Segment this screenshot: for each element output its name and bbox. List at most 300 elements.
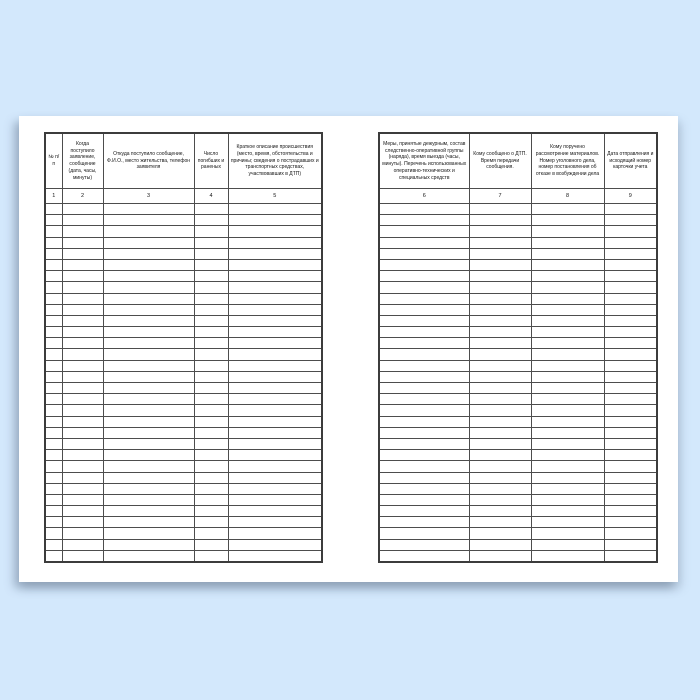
empty-cell xyxy=(379,517,469,528)
empty-row xyxy=(379,338,657,349)
empty-cell xyxy=(103,438,194,449)
empty-cell xyxy=(103,271,194,282)
empty-cell xyxy=(45,461,62,472)
empty-cell xyxy=(469,349,531,360)
empty-cell xyxy=(228,472,322,483)
empty-cell xyxy=(379,226,469,237)
empty-cell xyxy=(45,338,62,349)
empty-row xyxy=(379,472,657,483)
empty-row xyxy=(45,517,322,528)
empty-cell xyxy=(469,338,531,349)
empty-cell xyxy=(379,360,469,371)
empty-cell xyxy=(103,226,194,237)
empty-cell xyxy=(194,226,228,237)
empty-cell xyxy=(379,349,469,360)
empty-cell xyxy=(45,550,62,562)
empty-cell xyxy=(604,450,657,461)
empty-cell xyxy=(62,360,103,371)
empty-cell xyxy=(62,338,103,349)
empty-cell xyxy=(228,438,322,449)
empty-cell xyxy=(62,416,103,427)
empty-row xyxy=(379,383,657,394)
empty-row xyxy=(379,226,657,237)
empty-row xyxy=(379,539,657,550)
empty-cell xyxy=(228,271,322,282)
empty-cell xyxy=(45,259,62,270)
header-cell-col-6: Меры, принятые дежурным, состав следственно-оперативной группы (наряда), время выезда (часы, минуты). Перечень использованных оперативно-технических и специальных средств xyxy=(379,133,469,189)
empty-cell xyxy=(531,338,604,349)
empty-row xyxy=(379,248,657,259)
empty-cell xyxy=(103,550,194,562)
empty-cell xyxy=(62,315,103,326)
empty-cell xyxy=(228,360,322,371)
empty-cell xyxy=(379,371,469,382)
empty-cell xyxy=(379,394,469,405)
empty-row xyxy=(45,416,322,427)
empty-cell xyxy=(379,450,469,461)
empty-cell xyxy=(604,539,657,550)
empty-cell xyxy=(194,327,228,338)
empty-cell xyxy=(531,472,604,483)
empty-cell xyxy=(604,438,657,449)
header-cell-col-2: Когда поступило заявление, сообщение (дата, часы, минуты) xyxy=(62,133,103,189)
empty-cell xyxy=(379,293,469,304)
empty-row xyxy=(45,226,322,237)
empty-cell xyxy=(379,483,469,494)
empty-row xyxy=(45,204,322,215)
empty-cell xyxy=(531,461,604,472)
empty-cell xyxy=(604,338,657,349)
empty-cell xyxy=(45,517,62,528)
empty-cell xyxy=(45,271,62,282)
empty-cell xyxy=(62,215,103,226)
empty-cell xyxy=(379,438,469,449)
empty-cell xyxy=(103,483,194,494)
empty-cell xyxy=(531,271,604,282)
empty-cell xyxy=(228,427,322,438)
header-cell-col-9: Дата отправления и исходящий номер карточки учета xyxy=(604,133,657,189)
empty-cell xyxy=(103,494,194,505)
empty-cell xyxy=(45,315,62,326)
empty-cell xyxy=(469,483,531,494)
empty-cell xyxy=(194,550,228,562)
empty-cell xyxy=(531,248,604,259)
empty-cell xyxy=(604,472,657,483)
empty-cell xyxy=(194,349,228,360)
empty-cell xyxy=(531,438,604,449)
empty-cell xyxy=(45,327,62,338)
empty-cell xyxy=(103,394,194,405)
empty-cell xyxy=(604,360,657,371)
empty-cell xyxy=(62,394,103,405)
empty-cell xyxy=(604,416,657,427)
empty-cell xyxy=(194,282,228,293)
empty-row xyxy=(379,327,657,338)
empty-cell xyxy=(194,204,228,215)
empty-cell xyxy=(194,461,228,472)
empty-row xyxy=(45,450,322,461)
empty-cell xyxy=(62,539,103,550)
empty-cell xyxy=(194,383,228,394)
empty-cell xyxy=(62,494,103,505)
empty-cell xyxy=(228,304,322,315)
empty-cell xyxy=(604,304,657,315)
empty-row xyxy=(379,438,657,449)
empty-cell xyxy=(103,517,194,528)
empty-cell xyxy=(531,204,604,215)
empty-cell xyxy=(604,371,657,382)
empty-cell xyxy=(379,204,469,215)
column-headers-row xyxy=(379,133,657,189)
empty-cell xyxy=(604,494,657,505)
empty-cell xyxy=(469,259,531,270)
column-number-cell: 4 xyxy=(194,189,228,204)
empty-cell xyxy=(228,416,322,427)
empty-row xyxy=(45,349,322,360)
empty-row xyxy=(45,494,322,505)
empty-cell xyxy=(469,282,531,293)
empty-cell xyxy=(531,259,604,270)
empty-cell xyxy=(379,215,469,226)
empty-row xyxy=(379,215,657,226)
empty-cell xyxy=(62,259,103,270)
empty-cell xyxy=(469,506,531,517)
empty-cell xyxy=(531,539,604,550)
empty-cell xyxy=(103,304,194,315)
empty-cell xyxy=(604,282,657,293)
empty-cell xyxy=(469,327,531,338)
empty-cell xyxy=(531,550,604,562)
empty-cell xyxy=(604,237,657,248)
header-cell-col-8: Кому поручено рассмотрение материалов. Номер уголовного дела, номер постановления об отказе в возбуждении дела xyxy=(531,133,604,189)
empty-cell xyxy=(531,517,604,528)
empty-cell xyxy=(194,528,228,539)
empty-cell xyxy=(531,506,604,517)
empty-cell xyxy=(103,338,194,349)
empty-cell xyxy=(194,472,228,483)
empty-cell xyxy=(228,204,322,215)
empty-cell xyxy=(228,315,322,326)
empty-cell xyxy=(469,427,531,438)
empty-cell xyxy=(45,539,62,550)
empty-row xyxy=(379,259,657,270)
empty-cell xyxy=(469,304,531,315)
empty-cell xyxy=(228,383,322,394)
empty-row xyxy=(379,394,657,405)
empty-cell xyxy=(469,315,531,326)
empty-cell xyxy=(379,248,469,259)
empty-cell xyxy=(379,506,469,517)
empty-cell xyxy=(103,539,194,550)
empty-row xyxy=(379,483,657,494)
empty-cell xyxy=(228,215,322,226)
empty-cell xyxy=(194,450,228,461)
empty-cell xyxy=(604,349,657,360)
empty-cell xyxy=(45,383,62,394)
column-number-cell: 1 xyxy=(45,189,62,204)
empty-cell xyxy=(469,416,531,427)
empty-cell xyxy=(103,405,194,416)
empty-cell xyxy=(531,237,604,248)
empty-cell xyxy=(469,248,531,259)
empty-cell xyxy=(469,550,531,562)
empty-cell xyxy=(194,360,228,371)
empty-cell xyxy=(531,405,604,416)
empty-cell xyxy=(62,327,103,338)
empty-cell xyxy=(62,371,103,382)
empty-row xyxy=(45,293,322,304)
empty-cell xyxy=(228,461,322,472)
empty-cell xyxy=(45,528,62,539)
empty-cell xyxy=(194,293,228,304)
empty-row xyxy=(45,539,322,550)
journal-table-left-page xyxy=(44,132,323,563)
empty-cell xyxy=(45,360,62,371)
empty-cell xyxy=(62,517,103,528)
empty-cell xyxy=(379,405,469,416)
empty-cell xyxy=(228,528,322,539)
column-numbers-row xyxy=(45,189,322,204)
empty-cell xyxy=(469,539,531,550)
empty-cell xyxy=(45,371,62,382)
empty-cell xyxy=(531,349,604,360)
journal-table-right-page xyxy=(378,132,658,563)
empty-cell xyxy=(228,539,322,550)
empty-cell xyxy=(531,528,604,539)
empty-cell xyxy=(379,315,469,326)
empty-cell xyxy=(469,371,531,382)
empty-cell xyxy=(62,271,103,282)
empty-row xyxy=(379,315,657,326)
empty-row xyxy=(45,327,322,338)
empty-cell xyxy=(531,304,604,315)
empty-cell xyxy=(379,259,469,270)
header-cell-col-1: № п/п xyxy=(45,133,62,189)
empty-cell xyxy=(103,383,194,394)
empty-row xyxy=(45,338,322,349)
empty-cell xyxy=(469,405,531,416)
empty-row xyxy=(45,259,322,270)
empty-cell xyxy=(531,360,604,371)
empty-row xyxy=(45,461,322,472)
empty-cell xyxy=(45,416,62,427)
column-number-cell: 7 xyxy=(469,189,531,204)
empty-cell xyxy=(103,248,194,259)
empty-cell xyxy=(228,338,322,349)
empty-cell xyxy=(604,327,657,338)
empty-row xyxy=(379,405,657,416)
empty-row xyxy=(379,427,657,438)
empty-cell xyxy=(469,461,531,472)
empty-cell xyxy=(469,226,531,237)
empty-cell xyxy=(379,271,469,282)
empty-cell xyxy=(469,293,531,304)
empty-cell xyxy=(604,427,657,438)
empty-cell xyxy=(604,506,657,517)
empty-row xyxy=(379,293,657,304)
empty-cell xyxy=(604,550,657,562)
empty-cell xyxy=(379,494,469,505)
empty-cell xyxy=(62,438,103,449)
empty-cell xyxy=(62,237,103,248)
empty-cell xyxy=(103,282,194,293)
column-number-cell: 3 xyxy=(103,189,194,204)
empty-cell xyxy=(45,204,62,215)
empty-cell xyxy=(103,315,194,326)
empty-cell xyxy=(228,494,322,505)
empty-cell xyxy=(62,461,103,472)
empty-cell xyxy=(194,506,228,517)
empty-cell xyxy=(62,204,103,215)
empty-cell xyxy=(604,293,657,304)
empty-cell xyxy=(228,282,322,293)
empty-cell xyxy=(45,226,62,237)
empty-cell xyxy=(228,237,322,248)
empty-cell xyxy=(228,327,322,338)
empty-row xyxy=(45,438,322,449)
empty-cell xyxy=(379,539,469,550)
empty-cell xyxy=(103,327,194,338)
empty-cell xyxy=(379,416,469,427)
empty-cell xyxy=(194,427,228,438)
empty-cell xyxy=(604,215,657,226)
empty-row xyxy=(379,461,657,472)
empty-row xyxy=(379,349,657,360)
empty-cell xyxy=(103,204,194,215)
empty-cell xyxy=(604,383,657,394)
empty-cell xyxy=(45,248,62,259)
empty-row xyxy=(45,282,322,293)
empty-cell xyxy=(469,438,531,449)
empty-cell xyxy=(194,438,228,449)
empty-cell xyxy=(531,293,604,304)
empty-cell xyxy=(531,416,604,427)
empty-cell xyxy=(469,271,531,282)
empty-cell xyxy=(62,427,103,438)
empty-cell xyxy=(103,237,194,248)
empty-cell xyxy=(194,237,228,248)
empty-row xyxy=(379,237,657,248)
empty-row xyxy=(379,450,657,461)
empty-cell xyxy=(469,360,531,371)
empty-cell xyxy=(469,237,531,248)
empty-cell xyxy=(228,506,322,517)
column-headers-row xyxy=(45,133,322,189)
empty-cell xyxy=(531,226,604,237)
empty-cell xyxy=(228,405,322,416)
empty-cell xyxy=(103,528,194,539)
empty-cell xyxy=(103,215,194,226)
empty-cell xyxy=(62,383,103,394)
empty-cell xyxy=(531,315,604,326)
empty-cell xyxy=(604,517,657,528)
empty-cell xyxy=(62,293,103,304)
empty-cell xyxy=(604,315,657,326)
empty-row xyxy=(45,528,322,539)
empty-cell xyxy=(531,371,604,382)
empty-row xyxy=(45,237,322,248)
empty-cell xyxy=(379,550,469,562)
empty-cell xyxy=(194,394,228,405)
empty-cell xyxy=(531,494,604,505)
empty-row xyxy=(45,304,322,315)
column-numbers-row xyxy=(379,189,657,204)
empty-cell xyxy=(604,483,657,494)
empty-cell xyxy=(379,338,469,349)
empty-cell xyxy=(45,506,62,517)
empty-cell xyxy=(194,416,228,427)
empty-cell xyxy=(62,550,103,562)
empty-cell xyxy=(379,427,469,438)
column-number-cell: 5 xyxy=(228,189,322,204)
empty-cell xyxy=(228,349,322,360)
empty-row xyxy=(379,517,657,528)
empty-cell xyxy=(228,450,322,461)
empty-cell xyxy=(103,416,194,427)
column-number-cell: 2 xyxy=(62,189,103,204)
empty-cell xyxy=(531,483,604,494)
empty-cell xyxy=(45,293,62,304)
empty-cell xyxy=(45,427,62,438)
empty-cell xyxy=(531,450,604,461)
empty-cell xyxy=(45,450,62,461)
empty-row xyxy=(45,427,322,438)
empty-cell xyxy=(531,215,604,226)
empty-cell xyxy=(604,259,657,270)
empty-row xyxy=(45,271,322,282)
empty-cell xyxy=(379,461,469,472)
empty-cell xyxy=(228,293,322,304)
empty-cell xyxy=(103,293,194,304)
empty-cell xyxy=(604,394,657,405)
empty-cell xyxy=(45,282,62,293)
empty-row xyxy=(379,282,657,293)
empty-cell xyxy=(379,304,469,315)
empty-cell xyxy=(469,383,531,394)
empty-cell xyxy=(379,472,469,483)
empty-cell xyxy=(62,472,103,483)
empty-cell xyxy=(45,394,62,405)
empty-cell xyxy=(228,394,322,405)
empty-cell xyxy=(45,304,62,315)
header-cell-col-4: Число погибших и раненых xyxy=(194,133,228,189)
empty-cell xyxy=(194,517,228,528)
empty-cell xyxy=(604,461,657,472)
empty-row xyxy=(379,271,657,282)
empty-row xyxy=(45,383,322,394)
empty-cell xyxy=(103,427,194,438)
empty-cell xyxy=(228,517,322,528)
empty-cell xyxy=(531,427,604,438)
empty-cell xyxy=(228,248,322,259)
empty-cell xyxy=(45,483,62,494)
empty-cell xyxy=(379,237,469,248)
empty-cell xyxy=(62,304,103,315)
empty-cell xyxy=(228,226,322,237)
empty-row xyxy=(45,506,322,517)
empty-cell xyxy=(103,349,194,360)
empty-cell xyxy=(103,360,194,371)
empty-row xyxy=(45,215,322,226)
empty-row xyxy=(45,315,322,326)
empty-cell xyxy=(531,394,604,405)
empty-cell xyxy=(228,483,322,494)
empty-cell xyxy=(469,528,531,539)
empty-row xyxy=(379,416,657,427)
empty-row xyxy=(45,248,322,259)
empty-cell xyxy=(469,472,531,483)
empty-cell xyxy=(194,248,228,259)
